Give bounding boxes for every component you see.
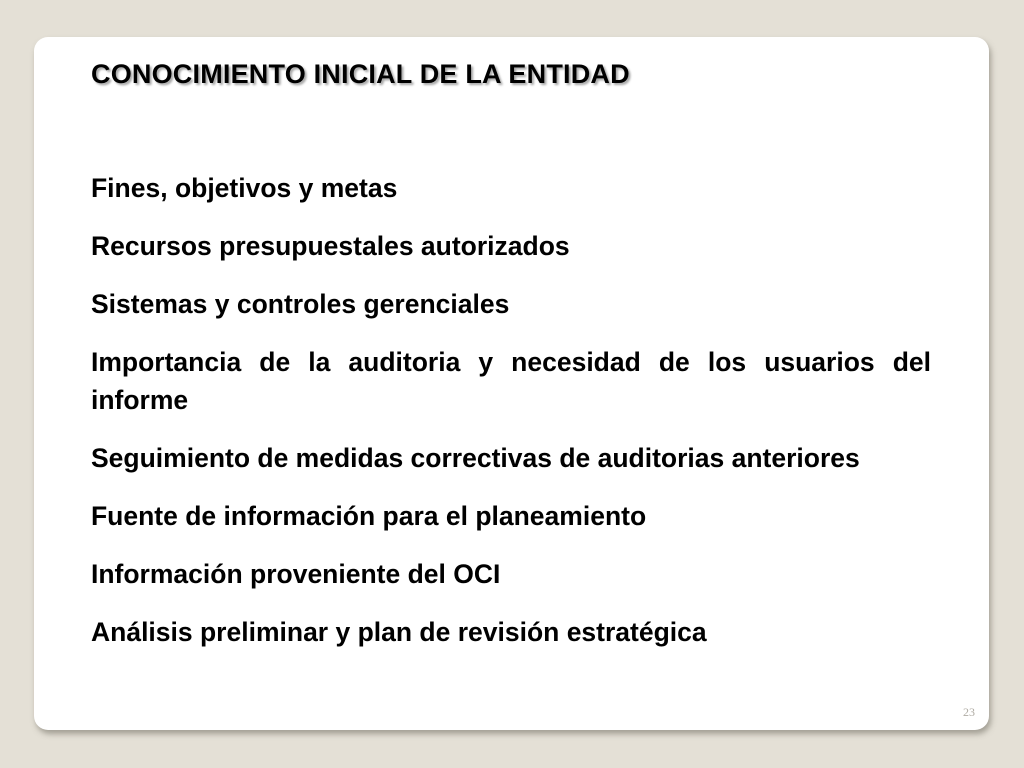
list-item: Análisis preliminar y plan de revisión estratégica — [91, 617, 707, 647]
list-item: Fines, objetivos y metas — [91, 173, 398, 203]
list-item: Recursos presupuestales autorizados — [91, 231, 570, 261]
slide-title: CONOCIMIENTO INICIAL DE LA ENTIDAD — [91, 59, 630, 89]
slide-number: 23 — [963, 705, 975, 719]
list-item: Sistemas y controles gerenciales — [91, 289, 510, 319]
list-item: Importancia de la auditoria y necesidad de los usuarios del informe — [91, 347, 931, 415]
slide-card — [34, 37, 989, 730]
list-item: Información proveniente del OCI — [91, 559, 501, 589]
list-item: Fuente de información para el planeamiento — [91, 501, 647, 531]
bullet-list — [91, 169, 931, 671]
list-item: Seguimiento de medidas correctivas de auditorias anteriores — [91, 443, 860, 473]
